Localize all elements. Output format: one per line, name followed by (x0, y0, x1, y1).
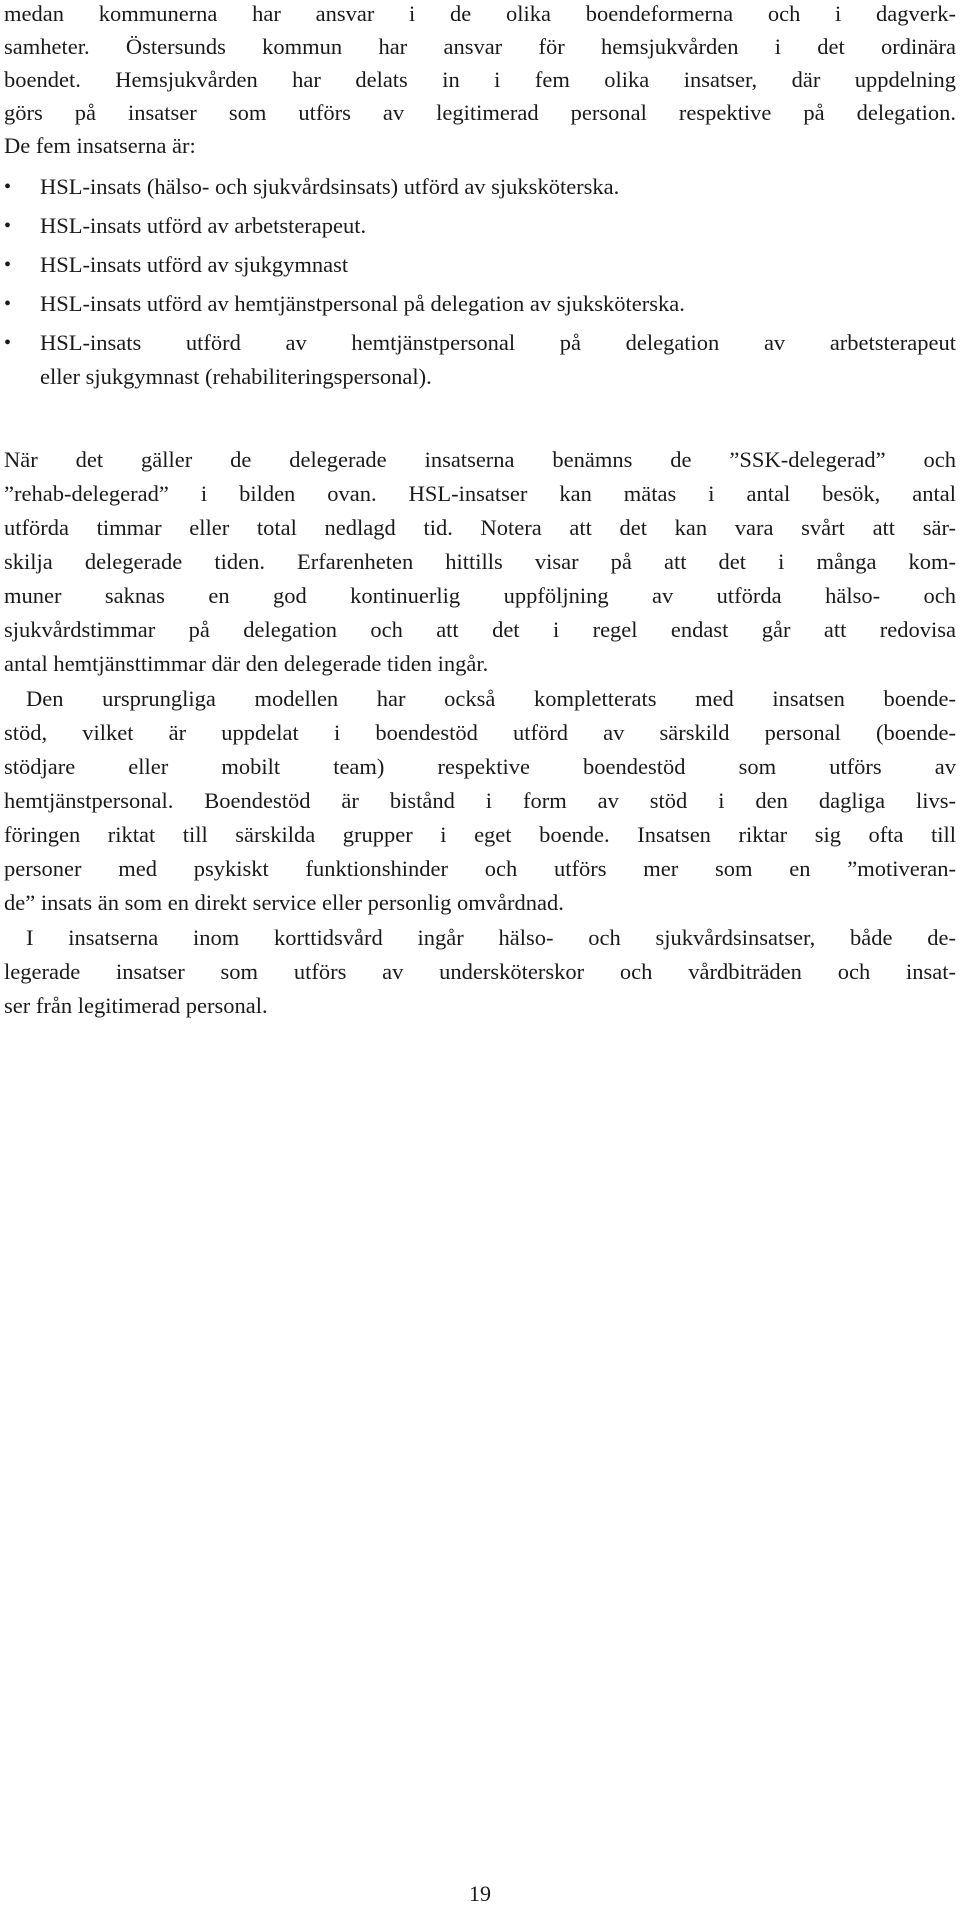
paragraph-line: ser från legitimerad personal. (4, 993, 268, 1018)
paragraph-line: När det gäller de delegerade insatserna benämns de ”SSK-delegerad” och (4, 447, 956, 472)
paragraph-line: I insatserna inom korttidsvård ingår hälso- och sjukvårdsinsatser, både de- (26, 925, 956, 950)
intro-line: De fem insatserna är: (4, 133, 196, 158)
list-item-text-continued: eller sjukgymnast (rehabiliteringspersonal). (40, 364, 432, 389)
page-number: 19 (469, 1881, 491, 1906)
list-item-text: HSL-insats utförd av hemtjänstpersonal på delegation av arbetsterapeut (40, 330, 956, 355)
paragraph-line: sjukvårdstimmar på delegation och att det i regel endast går att redovisa (4, 617, 956, 642)
intro-line: samheter. Östersunds kommun har ansvar för hemsjukvården i det ordinära (4, 34, 956, 59)
paragraph-line: Den ursprungliga modellen har också kompletterats med insatsen boende- (26, 686, 956, 711)
list-item-text: HSL-insats (hälso- och sjukvårdsinsats) utförd av sjuksköterska. (40, 174, 620, 199)
list-item-text: HSL-insats utförd av sjukgymnast (40, 252, 349, 277)
bullet-icon: • (4, 176, 12, 198)
paragraph-line: hemtjänstpersonal. Boendestöd är bistånd i form av stöd i den dagliga livs- (4, 788, 956, 813)
paragraph-line: de” insats än som en direkt service eller personlig omvårdnad. (4, 890, 564, 915)
paragraph-line: legerade insatser som utförs av undersköterskor och vårdbiträden och insat- (4, 959, 956, 984)
paragraph-line: antal hemtjänsttimmar där den delegerade tiden ingår. (4, 651, 489, 676)
intro-line: medan kommunerna har ansvar i de olika boendeformerna och i dagverk- (4, 1, 956, 26)
paragraph-line: personer med psykiskt funktionshinder och utförs mer som en ”motiveran- (4, 856, 956, 881)
intro-line: boendet. Hemsjukvården har delats in i fem olika insatser, där uppdelning (4, 67, 956, 92)
list-item-text: HSL-insats utförd av hemtjänstpersonal på delegation av sjuksköterska. (40, 291, 685, 316)
bullet-icon: • (4, 332, 12, 354)
paragraph-line: stödjare eller mobilt team) respektive boendestöd som utförs av (4, 754, 956, 779)
bullet-icon: • (4, 254, 12, 276)
intro-line: görs på insatser som utförs av legitimerad personal respektive på delegation. (4, 100, 956, 125)
paragraph-line: föringen riktat till särskilda grupper i eget boende. Insatsen riktar sig ofta till (4, 822, 956, 847)
paragraph-line: utförda timmar eller total nedlagd tid. Notera att det kan vara svårt att sär- (4, 515, 956, 540)
paragraph-line: muner saknas en god kontinuerlig uppföljning av utförda hälso- och (4, 583, 956, 608)
bullet-icon: • (4, 215, 12, 237)
paragraph-line: skilja delegerade tiden. Erfarenheten hittills visar på att det i många kom- (4, 549, 956, 574)
bullet-icon: • (4, 293, 12, 315)
paragraph-line: ”rehab-delegerad” i bilden ovan. HSL-insatser kan mätas i antal besök, antal (4, 481, 956, 506)
paragraph-line: stöd, vilket är uppdelat i boendestöd utförd av särskild personal (boende- (4, 720, 956, 745)
document-page (4, 0, 956, 1920)
list-item-text: HSL-insats utförd av arbetsterapeut. (40, 213, 367, 238)
